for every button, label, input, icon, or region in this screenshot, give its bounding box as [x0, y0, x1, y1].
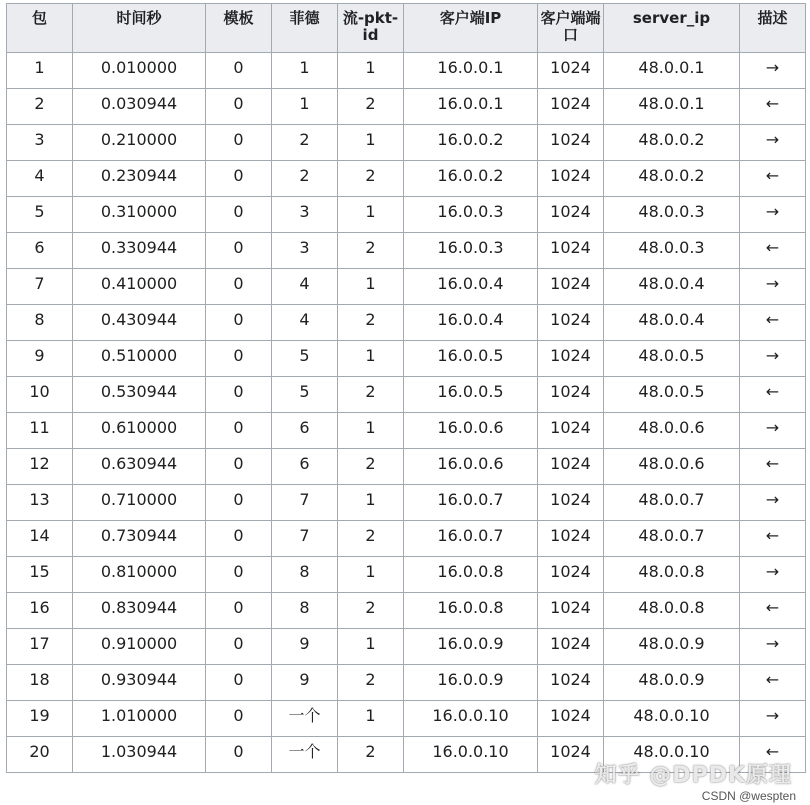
- table-row: [7, 233, 806, 269]
- table-row: [7, 449, 806, 485]
- cell-packet: 8: [7, 305, 73, 341]
- cell-flow-pkt-id: 2: [338, 449, 404, 485]
- cell-server-ip: 48.0.0.7: [604, 485, 740, 521]
- cell-time: 0.610000: [73, 413, 206, 449]
- cell-direction: ←: [740, 593, 806, 629]
- cell-template: 0: [206, 665, 272, 701]
- cell-time: 0.430944: [73, 305, 206, 341]
- cell-direction: ←: [740, 233, 806, 269]
- cell-template: 0: [206, 269, 272, 305]
- table-row: [7, 341, 806, 377]
- cell-time: 0.510000: [73, 341, 206, 377]
- cell-client-port: 1024: [538, 53, 604, 89]
- cell-flow-pkt-id: 1: [338, 485, 404, 521]
- zhihu-watermark: 知乎 @DPDK原理: [594, 763, 792, 788]
- cell-time: 0.210000: [73, 125, 206, 161]
- cell-flow-pkt-id: 2: [338, 89, 404, 125]
- cell-direction: ←: [740, 305, 806, 341]
- cell-template: 0: [206, 197, 272, 233]
- cell-client-ip: 16.0.0.4: [404, 269, 538, 305]
- col-header-client-port: 客户端端口: [538, 4, 604, 53]
- table-row: [7, 305, 806, 341]
- cell-client-port: 1024: [538, 593, 604, 629]
- col-header-description: 描述: [740, 4, 806, 53]
- cell-time: 0.830944: [73, 593, 206, 629]
- cell-direction: ←: [740, 161, 806, 197]
- table-row: [7, 521, 806, 557]
- cell-flow-pkt-id: 2: [338, 305, 404, 341]
- cell-template: 0: [206, 737, 272, 773]
- cell-packet: 7: [7, 269, 73, 305]
- cell-server-ip: 48.0.0.10: [604, 737, 740, 773]
- cell-fid: 3: [272, 197, 338, 233]
- cell-packet: 13: [7, 485, 73, 521]
- cell-direction: ←: [740, 449, 806, 485]
- cell-packet: 16: [7, 593, 73, 629]
- col-header-client-ip: 客户端IP: [404, 4, 538, 53]
- cell-server-ip: 48.0.0.8: [604, 557, 740, 593]
- cell-client-ip: 16.0.0.2: [404, 161, 538, 197]
- cell-client-ip: 16.0.0.3: [404, 233, 538, 269]
- col-header-packet: 包: [7, 4, 73, 53]
- cell-flow-pkt-id: 2: [338, 161, 404, 197]
- cell-direction: →: [740, 701, 806, 737]
- cell-client-ip: 16.0.0.1: [404, 53, 538, 89]
- cell-flow-pkt-id: 1: [338, 269, 404, 305]
- cell-time: 0.030944: [73, 89, 206, 125]
- header-row: [7, 4, 806, 53]
- cell-time: 0.530944: [73, 377, 206, 413]
- cell-time: 0.310000: [73, 197, 206, 233]
- cell-direction: →: [740, 413, 806, 449]
- cell-client-port: 1024: [538, 701, 604, 737]
- cell-client-port: 1024: [538, 737, 604, 773]
- table-row: [7, 557, 806, 593]
- cell-client-ip: 16.0.0.8: [404, 557, 538, 593]
- cell-client-ip: 16.0.0.3: [404, 197, 538, 233]
- cell-packet: 11: [7, 413, 73, 449]
- table-row: [7, 197, 806, 233]
- cell-server-ip: 48.0.0.1: [604, 53, 740, 89]
- table-row: [7, 629, 806, 665]
- cell-fid: 3: [272, 233, 338, 269]
- cell-server-ip: 48.0.0.5: [604, 341, 740, 377]
- csdn-watermark: CSDN @wespten: [701, 789, 796, 803]
- cell-client-ip: 16.0.0.6: [404, 413, 538, 449]
- table-row: [7, 89, 806, 125]
- table-row: [7, 485, 806, 521]
- cell-fid: 8: [272, 593, 338, 629]
- cell-template: 0: [206, 521, 272, 557]
- cell-client-port: 1024: [538, 197, 604, 233]
- table-row: [7, 377, 806, 413]
- cell-template: 0: [206, 305, 272, 341]
- cell-direction: →: [740, 125, 806, 161]
- cell-flow-pkt-id: 2: [338, 593, 404, 629]
- cell-template: 0: [206, 557, 272, 593]
- table-row: [7, 701, 806, 737]
- cell-flow-pkt-id: 1: [338, 125, 404, 161]
- cell-flow-pkt-id: 1: [338, 197, 404, 233]
- table-row: [7, 269, 806, 305]
- cell-fid: 4: [272, 269, 338, 305]
- cell-client-ip: 16.0.0.2: [404, 125, 538, 161]
- cell-fid: 8: [272, 557, 338, 593]
- cell-time: 0.930944: [73, 665, 206, 701]
- cell-fid: 5: [272, 377, 338, 413]
- table-row: [7, 413, 806, 449]
- cell-template: 0: [206, 413, 272, 449]
- cell-time: 0.330944: [73, 233, 206, 269]
- cell-template: 0: [206, 701, 272, 737]
- cell-flow-pkt-id: 1: [338, 413, 404, 449]
- cell-server-ip: 48.0.0.5: [604, 377, 740, 413]
- cell-direction: →: [740, 629, 806, 665]
- cell-flow-pkt-id: 2: [338, 665, 404, 701]
- cell-flow-pkt-id: 1: [338, 557, 404, 593]
- cell-client-ip: 16.0.0.4: [404, 305, 538, 341]
- cell-direction: →: [740, 269, 806, 305]
- cell-client-ip: 16.0.0.10: [404, 737, 538, 773]
- cell-client-port: 1024: [538, 233, 604, 269]
- cell-fid: 6: [272, 449, 338, 485]
- cell-server-ip: 48.0.0.9: [604, 665, 740, 701]
- cell-fid: 2: [272, 125, 338, 161]
- cell-client-port: 1024: [538, 557, 604, 593]
- cell-server-ip: 48.0.0.7: [604, 521, 740, 557]
- cell-template: 0: [206, 233, 272, 269]
- cell-fid: 1: [272, 53, 338, 89]
- cell-direction: →: [740, 341, 806, 377]
- cell-client-ip: 16.0.0.6: [404, 449, 538, 485]
- cell-client-port: 1024: [538, 665, 604, 701]
- cell-fid: 9: [272, 665, 338, 701]
- cell-server-ip: 48.0.0.3: [604, 197, 740, 233]
- cell-template: 0: [206, 449, 272, 485]
- cell-client-port: 1024: [538, 341, 604, 377]
- cell-packet: 5: [7, 197, 73, 233]
- cell-packet: 19: [7, 701, 73, 737]
- cell-packet: 15: [7, 557, 73, 593]
- cell-server-ip: 48.0.0.8: [604, 593, 740, 629]
- cell-server-ip: 48.0.0.3: [604, 233, 740, 269]
- cell-client-ip: 16.0.0.5: [404, 341, 538, 377]
- cell-time: 0.730944: [73, 521, 206, 557]
- cell-direction: ←: [740, 665, 806, 701]
- cell-template: 0: [206, 341, 272, 377]
- cell-time: 0.630944: [73, 449, 206, 485]
- cell-packet: 9: [7, 341, 73, 377]
- cell-server-ip: 48.0.0.2: [604, 161, 740, 197]
- cell-time: 0.410000: [73, 269, 206, 305]
- cell-time: 0.010000: [73, 53, 206, 89]
- cell-direction: ←: [740, 377, 806, 413]
- table-row: [7, 125, 806, 161]
- cell-packet: 1: [7, 53, 73, 89]
- cell-client-port: 1024: [538, 377, 604, 413]
- cell-fid: 5: [272, 341, 338, 377]
- cell-fid: 2: [272, 161, 338, 197]
- cell-server-ip: 48.0.0.4: [604, 305, 740, 341]
- cell-fid: 一个: [272, 701, 338, 737]
- col-header-fid: 菲德: [272, 4, 338, 53]
- cell-server-ip: 48.0.0.2: [604, 125, 740, 161]
- cell-template: 0: [206, 89, 272, 125]
- cell-client-port: 1024: [538, 413, 604, 449]
- table-header: [7, 4, 806, 53]
- cell-client-ip: 16.0.0.9: [404, 629, 538, 665]
- cell-flow-pkt-id: 2: [338, 233, 404, 269]
- cell-packet: 12: [7, 449, 73, 485]
- cell-client-ip: 16.0.0.1: [404, 89, 538, 125]
- table-row: [7, 593, 806, 629]
- cell-flow-pkt-id: 1: [338, 701, 404, 737]
- col-header-template: 模板: [206, 4, 272, 53]
- cell-server-ip: 48.0.0.1: [604, 89, 740, 125]
- cell-fid: 6: [272, 413, 338, 449]
- cell-template: 0: [206, 161, 272, 197]
- cell-client-port: 1024: [538, 485, 604, 521]
- cell-flow-pkt-id: 1: [338, 341, 404, 377]
- cell-packet: 3: [7, 125, 73, 161]
- cell-flow-pkt-id: 2: [338, 521, 404, 557]
- cell-direction: ←: [740, 521, 806, 557]
- cell-server-ip: 48.0.0.6: [604, 413, 740, 449]
- cell-packet: 17: [7, 629, 73, 665]
- packet-table: [6, 3, 806, 773]
- cell-server-ip: 48.0.0.4: [604, 269, 740, 305]
- cell-packet: 6: [7, 233, 73, 269]
- table-row: [7, 161, 806, 197]
- cell-client-port: 1024: [538, 521, 604, 557]
- cell-direction: ←: [740, 89, 806, 125]
- cell-flow-pkt-id: 1: [338, 53, 404, 89]
- cell-fid: 7: [272, 485, 338, 521]
- cell-client-ip: 16.0.0.9: [404, 665, 538, 701]
- cell-packet: 4: [7, 161, 73, 197]
- cell-client-port: 1024: [538, 629, 604, 665]
- cell-client-ip: 16.0.0.10: [404, 701, 538, 737]
- cell-direction: →: [740, 557, 806, 593]
- cell-fid: 7: [272, 521, 338, 557]
- cell-template: 0: [206, 629, 272, 665]
- cell-server-ip: 48.0.0.9: [604, 629, 740, 665]
- cell-client-port: 1024: [538, 449, 604, 485]
- cell-client-port: 1024: [538, 269, 604, 305]
- cell-time: 1.030944: [73, 737, 206, 773]
- cell-time: 0.910000: [73, 629, 206, 665]
- cell-flow-pkt-id: 2: [338, 737, 404, 773]
- cell-client-port: 1024: [538, 89, 604, 125]
- cell-direction: →: [740, 197, 806, 233]
- col-header-time: 时间秒: [73, 4, 206, 53]
- cell-packet: 10: [7, 377, 73, 413]
- cell-server-ip: 48.0.0.10: [604, 701, 740, 737]
- table-row: [7, 53, 806, 89]
- cell-direction: →: [740, 53, 806, 89]
- cell-packet: 14: [7, 521, 73, 557]
- col-header-flow-pkt-id: 流-pkt-id: [338, 4, 404, 53]
- cell-time: 0.810000: [73, 557, 206, 593]
- cell-direction: →: [740, 485, 806, 521]
- cell-template: 0: [206, 593, 272, 629]
- cell-client-port: 1024: [538, 125, 604, 161]
- col-header-server-ip: server_ip: [604, 4, 740, 53]
- cell-direction: ←: [740, 737, 806, 773]
- cell-time: 1.010000: [73, 701, 206, 737]
- cell-flow-pkt-id: 1: [338, 629, 404, 665]
- cell-template: 0: [206, 485, 272, 521]
- cell-time: 0.230944: [73, 161, 206, 197]
- cell-client-ip: 16.0.0.7: [404, 521, 538, 557]
- cell-client-ip: 16.0.0.8: [404, 593, 538, 629]
- cell-packet: 18: [7, 665, 73, 701]
- cell-template: 0: [206, 125, 272, 161]
- cell-packet: 2: [7, 89, 73, 125]
- cell-fid: 1: [272, 89, 338, 125]
- cell-client-port: 1024: [538, 305, 604, 341]
- cell-server-ip: 48.0.0.6: [604, 449, 740, 485]
- cell-fid: 一个: [272, 737, 338, 773]
- cell-client-ip: 16.0.0.7: [404, 485, 538, 521]
- cell-packet: 20: [7, 737, 73, 773]
- cell-flow-pkt-id: 2: [338, 377, 404, 413]
- cell-client-ip: 16.0.0.5: [404, 377, 538, 413]
- table-row: [7, 665, 806, 701]
- cell-client-port: 1024: [538, 161, 604, 197]
- cell-template: 0: [206, 377, 272, 413]
- table-body: [7, 53, 806, 773]
- cell-fid: 4: [272, 305, 338, 341]
- cell-time: 0.710000: [73, 485, 206, 521]
- cell-fid: 9: [272, 629, 338, 665]
- cell-template: 0: [206, 53, 272, 89]
